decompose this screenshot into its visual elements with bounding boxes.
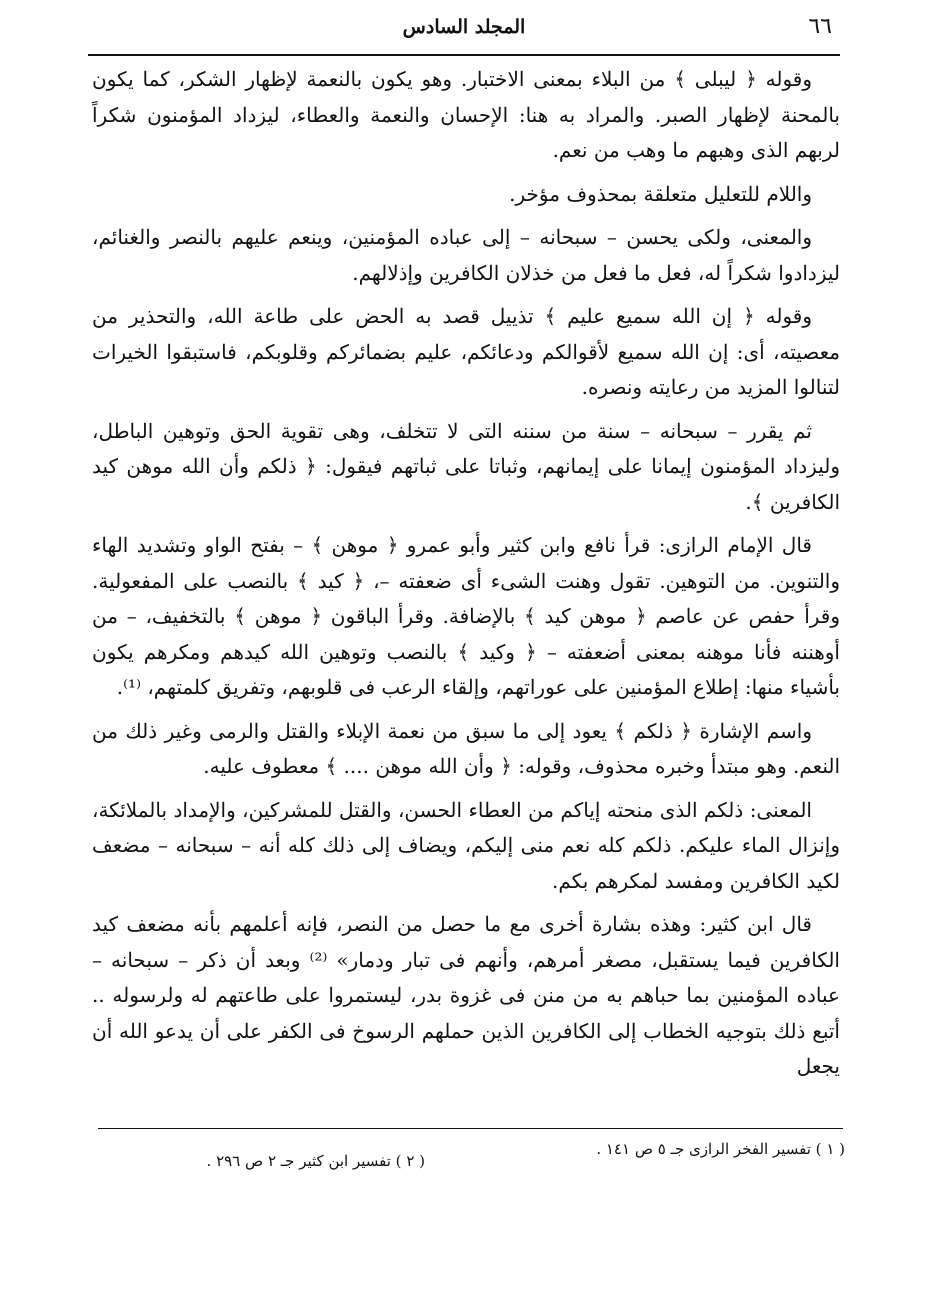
header-divider — [88, 54, 840, 56]
main-text — [92, 62, 840, 1093]
footnote-divider — [98, 1128, 843, 1129]
paragraph: وقوله ﴿ إن الله سميع عليم ﴾ تذييل قصد به الحض على طاعة الله، والتحذير من معصيته، أى: إن الله سميع لأقوالكم ودعائكم، عليم بضمائركم وقلوبكم، فاستبقوا الخيرات لتنالوا المزيد من رعايته ونصره. — [92, 304, 840, 399]
paragraph: قال الإمام الرازى: قرأ نافع وابن كثير وأبو عمرو ﴿ موهن ﴾ – بفتح الواو وتشديد الهاء والتنوين. من التوهين. تقول وهنت الشىء أى ضعفته –، ﴿ كيد ﴾ بالنصب على المفعولية. وقرأ حفص عن عاصم ﴿ موهن كيد ﴾ بالإضافة. وقرأ الباقون ﴿ موهن ﴾ بالتخفيف، – من أوهننه فأنا موهنه بمعنى أضعفته – ﴿ وكيد ﴾ بالنصب وتوهين الله كيدهم ومكرهم يكون بأشياء منها: إطلاع المؤمنين على عوراتهم، وإلقاء الرعب فى قلوبهم، وتفريق كلمتهم، ⁽¹⁾. — [92, 533, 840, 699]
paragraph: واللام للتعليل متعلقة بمحذوف مؤخر. — [509, 181, 812, 206]
paragraph: وقوله ﴿ ليبلى ﴾ من البلاء بمعنى الاختبار. وهو يكون بالنعمة لإظهار الشكر، كما يكون بالمحنة لإظهار الصبر. والمراد به هنا: الإحسان والنعمة والعطاء، ليزداد المؤمنون شكراً لربهم الذى وهبهم ما وهب من نعم. — [92, 67, 840, 162]
paragraph: قال ابن كثير: وهذه بشارة أخرى مع ما حصل من النصر، فإنه أعلمهم بأنه مضعف كيد الكافرين فيما يستقبل، مصغر أمرهم، وأنهم فى تبار ودمار» ⁽²⁾ وبعد أن ذكر – سبحانه – عباده المؤمنين بما حباهم به من منن فى غزوة بدر، ليستمروا على طاعتهم له ولرسوله .. أتبع ذلك بتوجيه الخطاب إلى الكافرين الذين حملهم الرسوخ فى الكفر على أن يدعو الله أن يجعل — [92, 912, 840, 1078]
page-header — [88, 10, 840, 52]
page-number: ٦٦ — [808, 14, 832, 39]
footnotes — [100, 1135, 845, 1175]
paragraph: واسم الإشارة ﴿ ذلكم ﴾ يعود إلى ما سبق من نعمة الإبلاء والقتل والرمى وغير ذلك من النعم. وهو مبتدأ وخبره محذوف، وقوله: ﴿ وأن الله موهن .... ﴾ معطوف عليه. — [92, 718, 840, 778]
footnote-1: ( ١ ) تفسير الفخر الرازى جـ ٥ ص ١٤١ . — [596, 1140, 845, 1158]
paragraph: المعنى: ذلكم الذى منحته إياكم من العطاء الحسن، والقتل للمشركين، والإمداد بالملائكة، وإنزال الماء عليكم. ذلكم كله نعم منى إليكم، ويضاف إلى ذلك كله أنه – سبحانه – مضعف لكيد الكافرين ومفسد لمكرهم بكم. — [92, 797, 840, 893]
footnote-2: ( ٢ ) تفسير ابن كثير جـ ٢ ص ٢٩٦ . — [206, 1152, 425, 1170]
paragraph: والمعنى، ولكى يحسن – سبحانه – إلى عباده المؤمنين، وينعم عليهم بالنصر والغنائم، ليزدادوا شكراً له، فعل ما فعل من خذلان الكافرين وإذلالهم. — [92, 225, 840, 285]
volume-title: المجلد السادس — [402, 16, 526, 38]
paragraph: ثم يقرر – سبحانه – سنة من سننه التى لا تتخلف، وهى تقوية الحق وتوهين الباطل، وليزداد المؤمنون إيمانا على إيمانهم، وثباتا على ثباتهم فيقول: ﴿ ذلكم وأن الله موهن كيد الكافرين ﴾. — [92, 418, 840, 514]
